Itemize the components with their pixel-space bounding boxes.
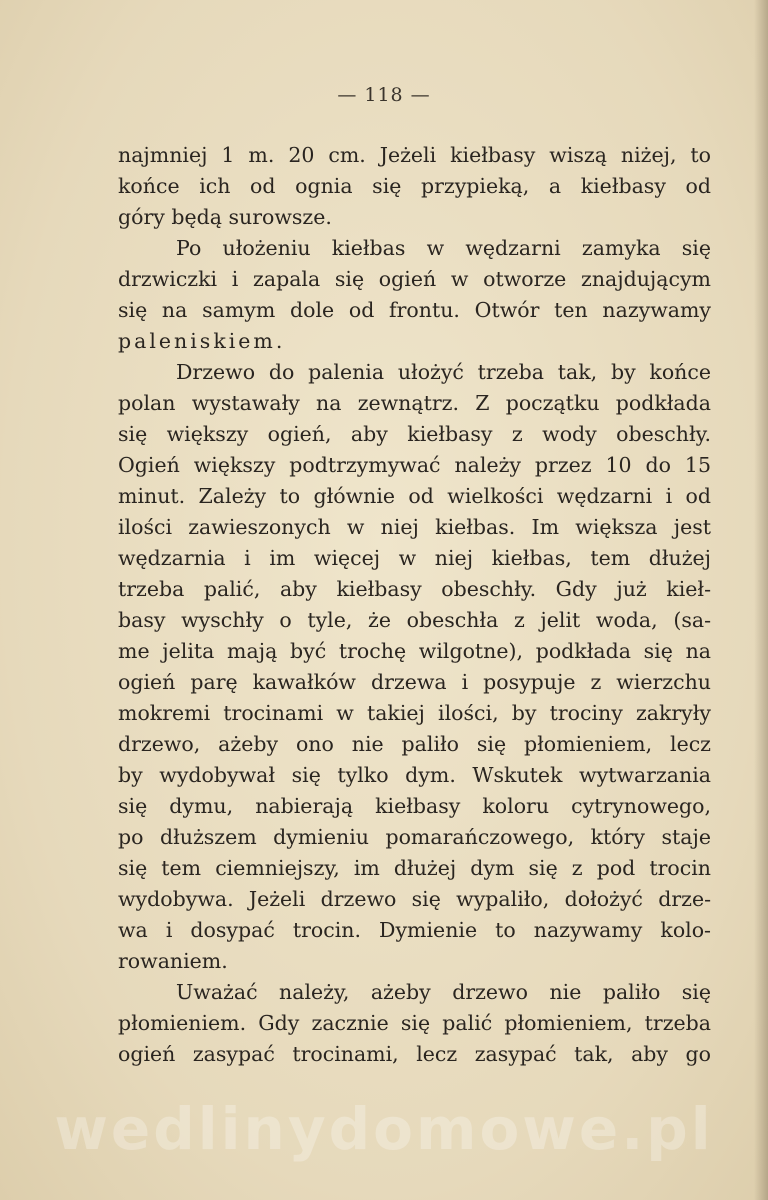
text-line: płomieniem. Gdy zacznie się palić płomieniem, trzeba [118, 1011, 711, 1035]
page-number: — 118 — [337, 84, 431, 106]
text-line: się dymu, nabierają kiełbasy koloru cytrynowego, [118, 794, 711, 818]
text-line: mokremi trocinami w takiej ilości, by trociny zakryły [118, 701, 711, 725]
text-line: paleniskiem. [118, 329, 286, 353]
text-line: trzeba palić, aby kiełbasy obeschły. Gdy już kieł- [118, 577, 711, 601]
text-line: końce ich od ognia się przypieką, a kiełbasy od [118, 174, 711, 198]
text-line: ogień zasypać trocinami, lecz zasypać tak, aby go [118, 1042, 711, 1066]
text-line: się tem ciemniejszy, im dłużej dym się z pod trocin [118, 856, 711, 880]
text-line: drzwiczki i zapala się ogień w otworze znajdującym [118, 267, 711, 291]
text-line: basy wyschły o tyle, że obeschła z jelit woda, (sa- [118, 608, 711, 632]
text-line: rowaniem. [118, 949, 228, 973]
text-line: najmniej 1 m. 20 cm. Jeżeli kiełbasy wiszą niżej, to [118, 143, 711, 167]
text-line: ogień parę kawałków drzewa i posypuje z wierzchu [118, 670, 711, 694]
text-line: Po ułożeniu kiełbas w wędzarni zamyka się [176, 236, 711, 260]
text-line: po dłuższem dymieniu pomarańczowego, który staje [118, 825, 711, 849]
text-line: Drzewo do palenia ułożyć trzeba tak, by końce [176, 360, 711, 384]
text-line: drzewo, ażeby ono nie paliło się płomieniem, lecz [118, 732, 711, 756]
body-text [118, 140, 711, 1070]
text-line: wa i dosypać trocin. Dymienie to nazywamy kolo- [118, 918, 711, 942]
text-line: Ogień większy podtrzymywać należy przez 10 do 15 [118, 453, 711, 477]
text-line: góry będą surowsze. [118, 205, 332, 229]
text-line: wydobywa. Jeżeli drzewo się wypaliło, dołożyć drze- [118, 887, 711, 911]
text-line: Uważać należy, ażeby drzewo nie paliło się [176, 980, 711, 1004]
text-line: się większy ogień, aby kiełbasy z wody obeschły. [118, 422, 711, 446]
text-line: me jelita mają być trochę wilgotne), podkłada się na [118, 639, 711, 663]
text-line: by wydobywał się tylko dym. Wskutek wytwarzania [118, 763, 711, 787]
text-line: ilości zawieszonych w niej kiełbas. Im większa jest [118, 515, 711, 539]
text-line: minut. Zależy to głównie od wielkości wędzarni i od [118, 484, 711, 508]
text-line: wędzarnia i im więcej w niej kiełbas, tem dłużej [118, 546, 711, 570]
text-line: się na samym dole od frontu. Otwór ten nazywamy [118, 298, 711, 322]
text-line: polan wystawały na zewnątrz. Z początku podkłada [118, 391, 711, 415]
watermark: wedlinydomowe.pl [54, 1095, 714, 1163]
page-edge-shadow [754, 0, 768, 1200]
